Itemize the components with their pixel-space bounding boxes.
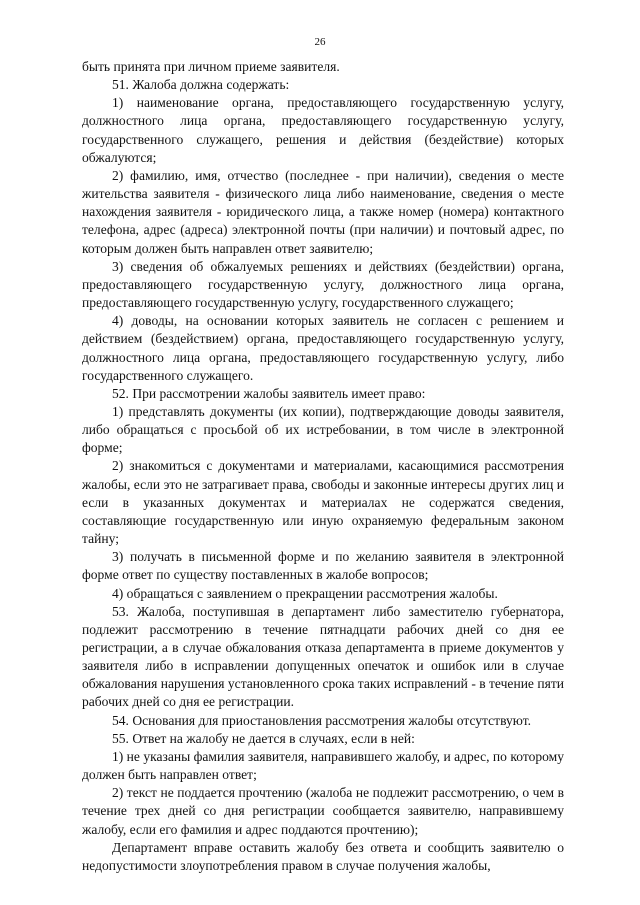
paragraph: 53. Жалоба, поступившая в департамент либо заместителю губернатора, подлежит рассмотрению в течение пятнадцати рабочих дней со дня ее регистрации, а в случае обжалования отказа департамента в приеме документов у заявителя либо в исправлении допущенных опечаток и ошибок или в случае обжалования нарушения установленного срока таких исправлений - в течение пяти рабочих дней со дня ее регистрации. [82,603,564,710]
paragraph: 3) получать в письменной форме и по желанию заявителя в электронной форме ответ по существу поставленных в жалобе вопросов; [82,549,564,583]
paragraph: 51. Жалоба должна содержать: [112,77,290,93]
paragraph: 2) текст не поддается прочтению (жалоба не подлежит рассмотрению, о чем в течение трех дней со дня регистрации сообщается заявителю, направившему жалобу, если его фамилия и адрес поддаются прочтению); [82,785,564,837]
paragraph: 2) фамилию, имя, отчество (последнее - при наличии), сведения о месте жительства заявителя - физического лица либо наименование, сведения о месте нахождения заявителя - юридического лица, а также номер (номера) контактного телефона, адрес (адреса) электронной почты (при наличии) и почтовый адрес, по которым должен быть направлен ответ заявителю; [82,167,564,256]
paragraph: 1) представлять документы (их копии), подтверждающие доводы заявителя, либо обращаться с просьбой об их истребовании, в том числе в электронной форме; [82,403,564,456]
page-number: 26 [314,36,326,48]
paragraph: 55. Ответ на жалобу не дается в случаях, если в ней: [112,730,415,746]
paragraph: быть принята при личном приеме заявителя. [82,59,340,74]
paragraph: 3) сведения об обжалуемых решениях и действиях (бездействии) органа, предоставляющего государственную услугу, должностного лица органа, предоставляющего государственную услугу, государственного служащего; [82,258,564,311]
paragraph: 4) обращаться с заявлением о прекращении рассмотрения жалобы. [112,585,498,601]
paragraph: 1) наименование органа, предоставляющего государственную услугу, должностного лица органа, предоставляющего государственную услугу, государственного служащего, решения и действия (бездействие) которых обжалуются; [82,95,564,165]
paragraph: 2) знакомиться с документами и материалами, касающимися рассмотрения жалобы, если это не затрагивает права, свободы и законные интересы других лиц и если в указанных документах и материалах не содержатся сведения, составляющие государственную или иную охраняемую федеральным законом тайну; [82,458,564,547]
paragraph: 1) не указаны фамилия заявителя, направившего жалобу, и адрес, по которому должен быть направлен ответ; [82,748,564,783]
paragraph: 52. При рассмотрении жалобы заявитель имеет право: [112,385,426,401]
paragraph: 4) доводы, на основании которых заявитель не согласен с решением и действием (бездействием) органа, предоставляющего государственную услугу, должностного лица органа, предоставляющего государственную услугу, либо государственного служащего. [82,313,564,383]
paragraph: Департамент вправе оставить жалобу без ответа и сообщить заявителю о недопустимости злоупотребления правом в случае получения жалобы, [82,839,564,873]
document-body [82,58,564,875]
paragraph: 54. Основания для приостановления рассмотрения жалобы отсутствуют. [112,712,532,728]
